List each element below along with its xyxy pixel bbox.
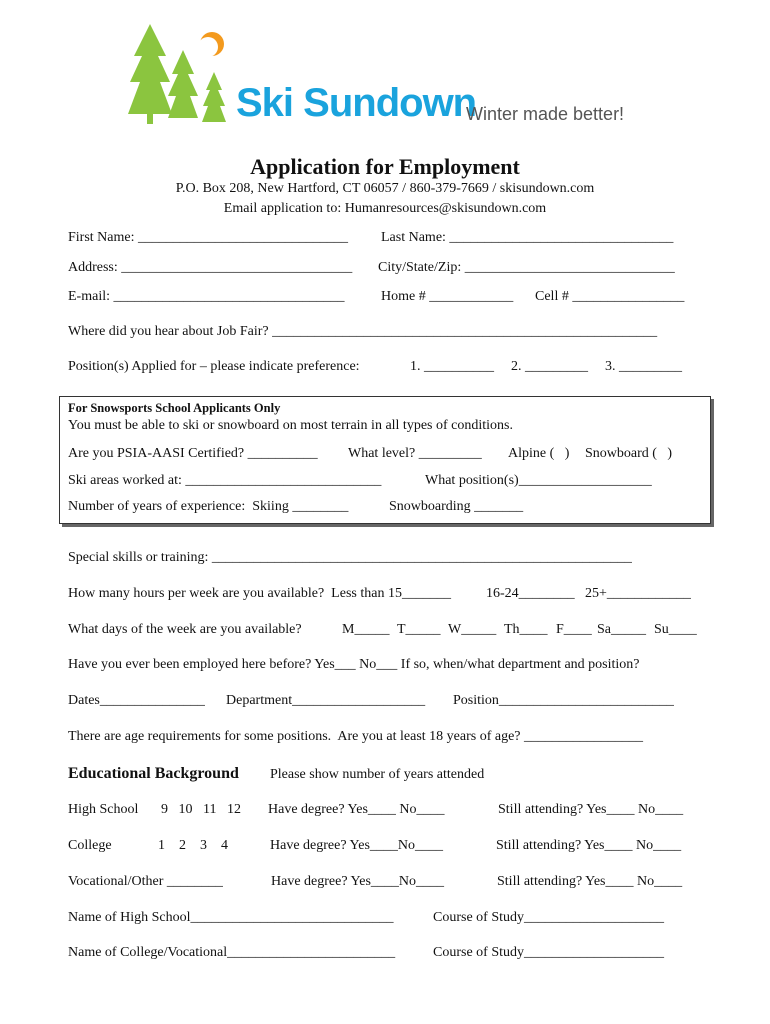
days-available-label: What days of the week are you available? [68,622,302,637]
address-field[interactable]: Address: _________________________________ [68,260,353,275]
ski-areas-field[interactable]: Ski areas worked at: ____________________________ [68,473,382,488]
college-label: College [68,838,112,853]
vocational-field[interactable]: Vocational/Other ________ [68,874,223,889]
hours-16-24-field[interactable]: 16-24________ [486,586,575,601]
high-school-label: High School [68,802,139,817]
college-years[interactable]: 1 2 3 4 [158,838,228,853]
snowsports-requirement: You must be able to ski or snowboard on most terrain in all types of conditions. [68,418,513,433]
last-name-field[interactable]: Last Name: ________________________________ [381,230,674,245]
day-saturday-field[interactable]: Sa_____ [597,622,646,637]
page-title: Application for Employment [250,154,520,179]
day-tuesday-field[interactable]: T_____ [397,622,441,637]
brand-tagline: Winter made better! [466,104,625,124]
department-field[interactable]: Department___________________ [226,693,426,708]
vocational-degree-field[interactable]: Have degree? Yes____No____ [271,874,445,889]
alpine-option[interactable]: Alpine ( ) [508,446,570,461]
college-attending-field[interactable]: Still attending? Yes____ No____ [496,838,682,853]
cell-phone-field[interactable]: Cell # ________________ [535,289,685,304]
day-wednesday-field[interactable]: W_____ [448,622,497,637]
college-degree-field[interactable]: Have degree? Yes____No____ [270,838,444,853]
position-label: Position(s) Applied for – please indicate preference: [68,359,360,374]
positions-field[interactable]: What position(s)___________________ [425,473,652,488]
hours-less-15-field[interactable]: How many hours per week are you available? Less than 15_______ [68,586,451,601]
vocational-attending-field[interactable]: Still attending? Yes____ No____ [497,874,683,889]
day-thursday-field[interactable]: Th____ [504,622,548,637]
day-sunday-field[interactable]: Su____ [654,622,697,637]
brand-name: Ski Sundown [236,81,477,125]
position-field[interactable]: Position_________________________ [453,693,674,708]
high-school-years[interactable]: 9 10 11 12 [161,802,241,817]
preference-1-field[interactable]: 1. __________ [410,359,494,374]
education-heading: Educational Background [68,765,239,782]
application-email: Email application to: Humanresources@skisundown.com [223,201,547,216]
dates-field[interactable]: Dates_______________ [68,693,205,708]
skiing-experience-field[interactable]: Number of years of experience: Skiing ________ [68,499,349,514]
job-fair-source-field[interactable]: Where did you hear about Job Fair? _______________________________________________________ [68,324,658,339]
snowboard-option[interactable]: Snowboard ( ) [585,446,673,461]
pine-trees-sun-icon [128,22,248,132]
snowboarding-experience-field[interactable]: Snowboarding _______ [389,499,524,514]
day-friday-field[interactable]: F____ [556,622,592,637]
preference-2-field[interactable]: 2. _________ [511,359,588,374]
email-field[interactable]: E-mail: _________________________________ [68,289,345,304]
high-school-attending-field[interactable]: Still attending? Yes____ No____ [498,802,684,817]
company-address: P.O. Box 208, New Hartford, CT 06057 / 860-379-7669 / skisundown.com [175,181,595,196]
level-field[interactable]: What level? _________ [348,446,482,461]
special-skills-field[interactable]: Special skills or training: ____________________________________________________________ [68,550,632,565]
age-requirement-field[interactable]: There are age requirements for some positions. Are you at least 18 years of age? _________________ [68,729,643,744]
high-school-name-field[interactable]: Name of High School_____________________________ [68,910,394,925]
first-name-field[interactable]: First Name: ______________________________ [68,230,348,245]
preference-3-field[interactable]: 3. _________ [605,359,682,374]
education-note: Please show number of years attended [270,767,485,782]
snowsports-heading: For Snowsports School Applicants Only [68,401,281,415]
high-school-degree-field[interactable]: Have degree? Yes____ No____ [268,802,445,817]
college-course-field[interactable]: Course of Study____________________ [433,945,664,960]
high-school-course-field[interactable]: Course of Study____________________ [433,910,664,925]
psia-certified-field[interactable]: Are you PSIA-AASI Certified? __________ [68,446,318,461]
day-monday-field[interactable]: M_____ [342,622,390,637]
home-phone-field[interactable]: Home # ____________ [381,289,514,304]
college-name-field[interactable]: Name of College/Vocational________________________ [68,945,396,960]
city-state-zip-field[interactable]: City/State/Zip: ______________________________ [378,260,675,275]
previous-employment-question[interactable]: Have you ever been employed here before? Yes___ No___ If so, when/what department and position? [68,657,640,672]
hours-25-plus-field[interactable]: 25+____________ [585,586,691,601]
